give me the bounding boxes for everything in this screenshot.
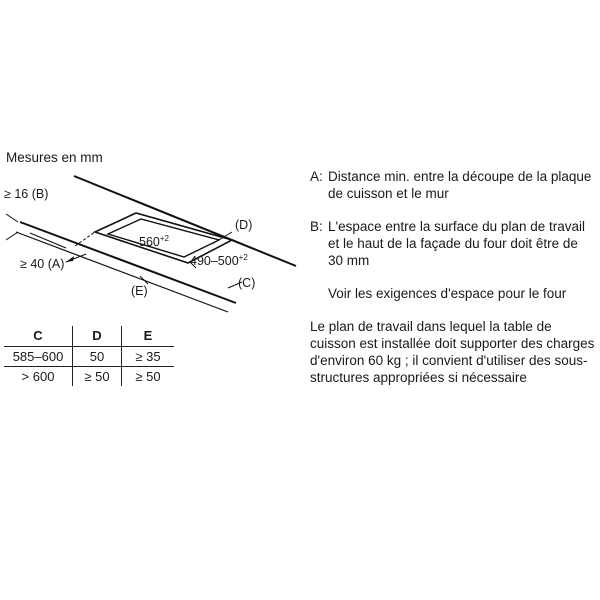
note-oven: Voir les exigences d'espace pour le four	[328, 286, 567, 301]
table-cell: 585–600	[4, 347, 73, 367]
units-heading: Mesures en mm	[6, 150, 103, 165]
dim-b-arrow-top	[6, 214, 18, 222]
worktop-bottom-edge	[16, 232, 228, 312]
label-a: ≥ 40 (A)	[20, 257, 65, 271]
table-cell: > 600	[21, 369, 55, 384]
dim-b-arrow-bottom	[6, 232, 18, 240]
table-cell: ≥ 50	[122, 367, 175, 387]
label-e: (E)	[131, 284, 148, 298]
worktop-back-edge	[74, 176, 296, 266]
table-row	[4, 367, 174, 387]
table-header-row	[4, 326, 174, 347]
note-a-key: A:	[310, 169, 323, 184]
dim-e-leader	[140, 276, 148, 284]
label-d: (D)	[235, 218, 253, 232]
note-b-key: B:	[310, 219, 323, 234]
note-a	[310, 168, 596, 202]
table-header: D	[73, 326, 122, 347]
label-cutout-width: $560^{+2}$	[139, 234, 169, 249]
label-b: ≥ 16 (B)	[4, 187, 49, 201]
spacing-table	[4, 326, 174, 386]
table-row	[4, 347, 174, 367]
note-b	[310, 218, 596, 269]
table-cell: 50	[73, 347, 122, 367]
note-b-text: L'espace entre la surface du plan de travail et le haut de la façade du four doit être de 30 mm	[328, 219, 585, 268]
table-header: C	[4, 326, 73, 347]
label-cutout-depth: $490-500^{+2}$	[190, 253, 248, 268]
table-header: E	[122, 326, 175, 347]
dim-b-leader	[30, 233, 66, 248]
notes-panel	[310, 168, 596, 402]
note-a-text: Distance min. entre la découpe de la plaque de cuisson et le mur	[328, 169, 592, 201]
table-cell: ≥ 50	[73, 367, 122, 387]
label-c: (C)	[238, 276, 256, 290]
table-cell: ≥ 35	[122, 347, 175, 367]
note-worktop: Le plan de travail dans lequel la table de cuisson est installée doit supporter des charges d'environ 60 kg ; il convient d'utiliser des sous-structures appropriées si nécessaire	[310, 319, 595, 385]
